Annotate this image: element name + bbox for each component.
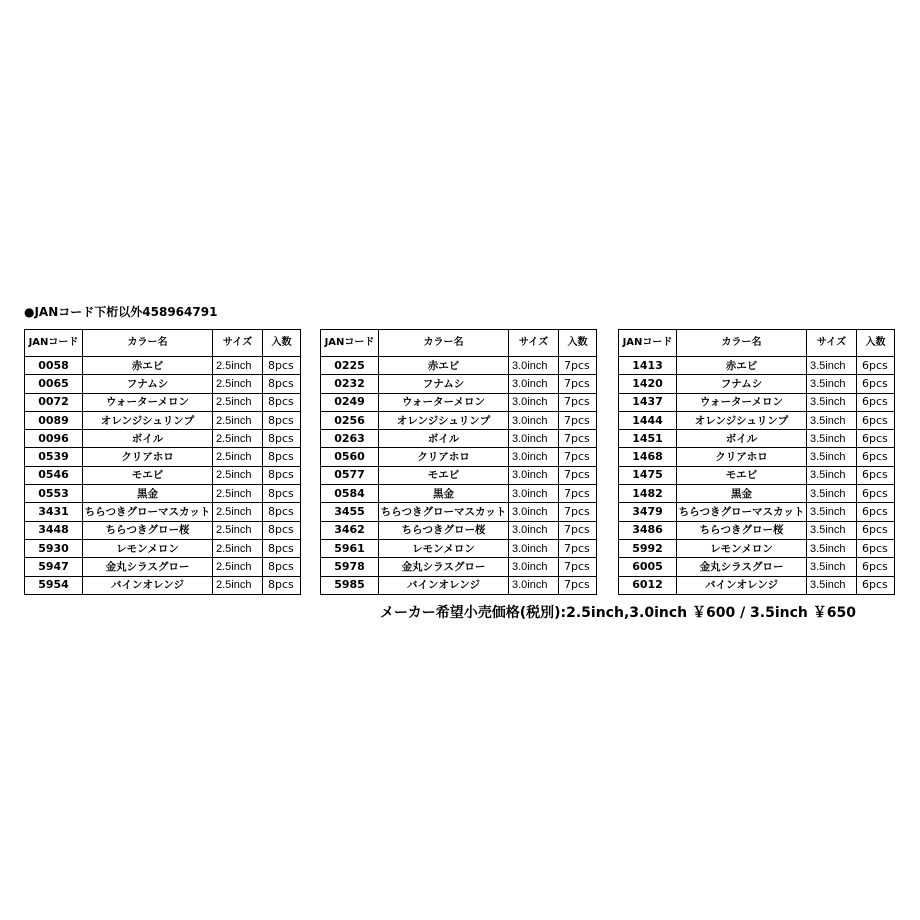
table-row: [25, 448, 301, 466]
jan-code-cell: 0584: [321, 485, 379, 503]
size-cell: 2.5inch: [213, 576, 263, 594]
count-cell: 6pcs: [857, 375, 895, 393]
table-row: [321, 448, 597, 466]
color-name-cell: モエビ: [379, 466, 509, 484]
size-cell: 3.0inch: [509, 357, 559, 375]
count-cell: 7pcs: [559, 448, 597, 466]
table-row: [321, 393, 597, 411]
table-row: [619, 430, 895, 448]
size-cell: 3.5inch: [807, 411, 857, 429]
count-cell: 7pcs: [559, 558, 597, 576]
count-cell: 7pcs: [559, 430, 597, 448]
color-name-cell: 黒金: [83, 485, 213, 503]
table-row: [321, 485, 597, 503]
color-name-cell: フナムシ: [677, 375, 807, 393]
color-name-cell: バインオレンジ: [379, 576, 509, 594]
size-cell: 3.0inch: [509, 576, 559, 594]
count-cell: 7pcs: [559, 393, 597, 411]
size-cell: 3.5inch: [807, 375, 857, 393]
color-name-cell: 赤エビ: [379, 357, 509, 375]
size-cell: 3.5inch: [807, 430, 857, 448]
count-cell: 8pcs: [263, 357, 301, 375]
size-cell: 2.5inch: [213, 430, 263, 448]
table-header-row: [321, 330, 597, 357]
table-row: [321, 521, 597, 539]
header-size: サイズ: [213, 330, 263, 357]
color-name-cell: オレンジシュリンプ: [677, 411, 807, 429]
size-cell: 2.5inch: [213, 503, 263, 521]
size-cell: 2.5inch: [213, 558, 263, 576]
count-cell: 8pcs: [263, 576, 301, 594]
color-name-cell: レモンメロン: [83, 539, 213, 557]
color-name-cell: クリアホロ: [677, 448, 807, 466]
color-name-cell: クリアホロ: [83, 448, 213, 466]
jan-code-cell: 3448: [25, 521, 83, 539]
color-name-cell: ボイル: [83, 430, 213, 448]
header-size: サイズ: [509, 330, 559, 357]
color-name-cell: ちらつきグロー桜: [83, 521, 213, 539]
color-name-cell: ちらつきグロー桜: [379, 521, 509, 539]
table-row: [619, 375, 895, 393]
color-name-cell: オレンジシュリンプ: [83, 411, 213, 429]
count-cell: 6pcs: [857, 485, 895, 503]
table-row: [321, 466, 597, 484]
table-row: [619, 466, 895, 484]
jan-code-cell: 3479: [619, 503, 677, 521]
jan-code-cell: 0546: [25, 466, 83, 484]
count-cell: 6pcs: [857, 411, 895, 429]
count-cell: 7pcs: [559, 466, 597, 484]
size-cell: 3.0inch: [509, 485, 559, 503]
size-cell: 2.5inch: [213, 521, 263, 539]
color-name-cell: ちらつきグローマスカット: [83, 503, 213, 521]
count-cell: 6pcs: [857, 430, 895, 448]
count-cell: 6pcs: [857, 466, 895, 484]
table-row: [25, 485, 301, 503]
count-cell: 6pcs: [857, 357, 895, 375]
count-cell: 7pcs: [559, 375, 597, 393]
header-jan-code: JANコード: [619, 330, 677, 357]
size-cell: 3.5inch: [807, 466, 857, 484]
table-row: [25, 357, 301, 375]
table-row: [321, 539, 597, 557]
color-name-cell: 赤エビ: [83, 357, 213, 375]
size-cell: 2.5inch: [213, 375, 263, 393]
table-row: [25, 503, 301, 521]
color-name-cell: ウォーターメロン: [379, 393, 509, 411]
jan-code-cell: 0225: [321, 357, 379, 375]
color-name-cell: 金丸シラスグロー: [83, 558, 213, 576]
color-name-cell: 黒金: [677, 485, 807, 503]
jan-code-cell: 3431: [25, 503, 83, 521]
table-row: [619, 411, 895, 429]
count-cell: 6pcs: [857, 521, 895, 539]
header-size: サイズ: [807, 330, 857, 357]
header-count: 入数: [263, 330, 301, 357]
table-row: [619, 576, 895, 594]
size-cell: 3.0inch: [509, 430, 559, 448]
size-cell: 3.5inch: [807, 393, 857, 411]
count-cell: 7pcs: [559, 411, 597, 429]
count-cell: 7pcs: [559, 576, 597, 594]
jan-code-cell: 1475: [619, 466, 677, 484]
size-cell: 2.5inch: [213, 485, 263, 503]
count-cell: 6pcs: [857, 576, 895, 594]
jan-code-cell: 5930: [25, 539, 83, 557]
count-cell: 7pcs: [559, 539, 597, 557]
color-name-cell: ボイル: [379, 430, 509, 448]
count-cell: 7pcs: [559, 485, 597, 503]
color-name-cell: 金丸シラスグロー: [379, 558, 509, 576]
color-name-cell: バインオレンジ: [677, 576, 807, 594]
color-name-cell: 金丸シラスグロー: [677, 558, 807, 576]
jan-code-cell: 5992: [619, 539, 677, 557]
table-row: [619, 485, 895, 503]
size-cell: 3.0inch: [509, 503, 559, 521]
table-row: [321, 576, 597, 594]
jan-code-cell: 1413: [619, 357, 677, 375]
table-row: [25, 430, 301, 448]
color-name-cell: ちらつきグローマスカット: [379, 503, 509, 521]
table-row: [619, 448, 895, 466]
table-row: [619, 393, 895, 411]
jan-code-cell: 0096: [25, 430, 83, 448]
count-cell: 6pcs: [857, 558, 895, 576]
color-name-cell: オレンジシュリンプ: [379, 411, 509, 429]
table-row: [25, 375, 301, 393]
size-cell: 2.5inch: [213, 539, 263, 557]
jan-code-cell: 0553: [25, 485, 83, 503]
jan-table-3-5inch: [618, 329, 895, 595]
table-row: [25, 411, 301, 429]
size-cell: 3.0inch: [509, 466, 559, 484]
jan-code-cell: 0263: [321, 430, 379, 448]
jan-code-cell: 3462: [321, 521, 379, 539]
count-cell: 8pcs: [263, 393, 301, 411]
table-row: [25, 558, 301, 576]
jan-prefix-heading: ●JANコード下桁以外458964791: [24, 305, 218, 319]
color-name-cell: ボイル: [677, 430, 807, 448]
color-name-cell: ちらつきグロー桜: [677, 521, 807, 539]
color-name-cell: モエビ: [83, 466, 213, 484]
count-cell: 8pcs: [263, 466, 301, 484]
jan-code-cell: 0249: [321, 393, 379, 411]
count-cell: 7pcs: [559, 503, 597, 521]
table-row: [321, 375, 597, 393]
header-color-name: カラー名: [83, 330, 213, 357]
jan-code-cell: 1437: [619, 393, 677, 411]
size-cell: 3.0inch: [509, 411, 559, 429]
table-row: [321, 357, 597, 375]
size-cell: 3.0inch: [509, 393, 559, 411]
size-cell: 3.5inch: [807, 485, 857, 503]
count-cell: 6pcs: [857, 448, 895, 466]
table-row: [619, 357, 895, 375]
count-cell: 8pcs: [263, 558, 301, 576]
color-name-cell: 赤エビ: [677, 357, 807, 375]
count-cell: 8pcs: [263, 375, 301, 393]
header-count: 入数: [857, 330, 895, 357]
color-name-cell: ちらつきグローマスカット: [677, 503, 807, 521]
header-jan-code: JANコード: [321, 330, 379, 357]
jan-code-cell: 6005: [619, 558, 677, 576]
table-row: [321, 430, 597, 448]
header-jan-code: JANコード: [25, 330, 83, 357]
table-row: [619, 503, 895, 521]
jan-code-cell: 0089: [25, 411, 83, 429]
jan-code-cell: 5961: [321, 539, 379, 557]
count-cell: 8pcs: [263, 485, 301, 503]
size-cell: 3.5inch: [807, 539, 857, 557]
size-cell: 3.5inch: [807, 576, 857, 594]
table-row: [619, 558, 895, 576]
color-name-cell: クリアホロ: [379, 448, 509, 466]
jan-code-cell: 0577: [321, 466, 379, 484]
jan-code-cell: 0560: [321, 448, 379, 466]
header-color-name: カラー名: [379, 330, 509, 357]
color-name-cell: バインオレンジ: [83, 576, 213, 594]
jan-code-cell: 6012: [619, 576, 677, 594]
jan-code-cell: 3486: [619, 521, 677, 539]
color-name-cell: ウォーターメロン: [83, 393, 213, 411]
size-cell: 3.0inch: [509, 558, 559, 576]
jan-code-cell: 1420: [619, 375, 677, 393]
jan-code-cell: 5954: [25, 576, 83, 594]
jan-code-cell: 1482: [619, 485, 677, 503]
count-cell: 6pcs: [857, 503, 895, 521]
table-row: [321, 503, 597, 521]
count-cell: 7pcs: [559, 521, 597, 539]
table-row: [25, 393, 301, 411]
jan-code-cell: 5985: [321, 576, 379, 594]
table-header-row: [619, 330, 895, 357]
table-row: [25, 521, 301, 539]
count-cell: 8pcs: [263, 411, 301, 429]
count-cell: 8pcs: [263, 521, 301, 539]
table-row: [25, 576, 301, 594]
color-name-cell: フナムシ: [83, 375, 213, 393]
jan-code-cell: 1468: [619, 448, 677, 466]
jan-table-2-5inch: [24, 329, 301, 595]
size-cell: 2.5inch: [213, 466, 263, 484]
header-count: 入数: [559, 330, 597, 357]
table-row: [321, 558, 597, 576]
count-cell: 8pcs: [263, 539, 301, 557]
count-cell: 8pcs: [263, 503, 301, 521]
header-color-name: カラー名: [677, 330, 807, 357]
jan-code-cell: 0072: [25, 393, 83, 411]
size-cell: 3.0inch: [509, 448, 559, 466]
jan-code-cell: 3455: [321, 503, 379, 521]
table-header-row: [25, 330, 301, 357]
count-cell: 6pcs: [857, 393, 895, 411]
jan-code-cell: 0539: [25, 448, 83, 466]
color-name-cell: モエビ: [677, 466, 807, 484]
table-row: [619, 521, 895, 539]
size-cell: 3.0inch: [509, 375, 559, 393]
table-row: [619, 539, 895, 557]
count-cell: 7pcs: [559, 357, 597, 375]
count-cell: 8pcs: [263, 448, 301, 466]
jan-code-cell: 0232: [321, 375, 379, 393]
size-cell: 3.5inch: [807, 558, 857, 576]
color-name-cell: レモンメロン: [379, 539, 509, 557]
size-cell: 2.5inch: [213, 411, 263, 429]
jan-code-cell: 5947: [25, 558, 83, 576]
color-name-cell: フナムシ: [379, 375, 509, 393]
jan-table-3-0inch: [320, 329, 597, 595]
jan-code-cell: 0256: [321, 411, 379, 429]
color-name-cell: 黒金: [379, 485, 509, 503]
table-row: [25, 539, 301, 557]
size-cell: 3.0inch: [509, 521, 559, 539]
size-cell: 2.5inch: [213, 448, 263, 466]
table-row: [321, 411, 597, 429]
size-cell: 3.5inch: [807, 448, 857, 466]
count-cell: 6pcs: [857, 539, 895, 557]
jan-code-cell: 1451: [619, 430, 677, 448]
retail-price-note: メーカー希望小売価格(税別):2.5inch,3.0inch ￥600 / 3.5inch ￥650: [380, 605, 856, 621]
size-cell: 3.5inch: [807, 521, 857, 539]
jan-code-cell: 0058: [25, 357, 83, 375]
jan-code-cell: 1444: [619, 411, 677, 429]
size-cell: 2.5inch: [213, 357, 263, 375]
color-name-cell: ウォーターメロン: [677, 393, 807, 411]
size-cell: 2.5inch: [213, 393, 263, 411]
color-name-cell: レモンメロン: [677, 539, 807, 557]
table-row: [25, 466, 301, 484]
size-cell: 3.5inch: [807, 503, 857, 521]
jan-code-cell: 5978: [321, 558, 379, 576]
size-cell: 3.5inch: [807, 357, 857, 375]
jan-code-cell: 0065: [25, 375, 83, 393]
count-cell: 8pcs: [263, 430, 301, 448]
size-cell: 3.0inch: [509, 539, 559, 557]
